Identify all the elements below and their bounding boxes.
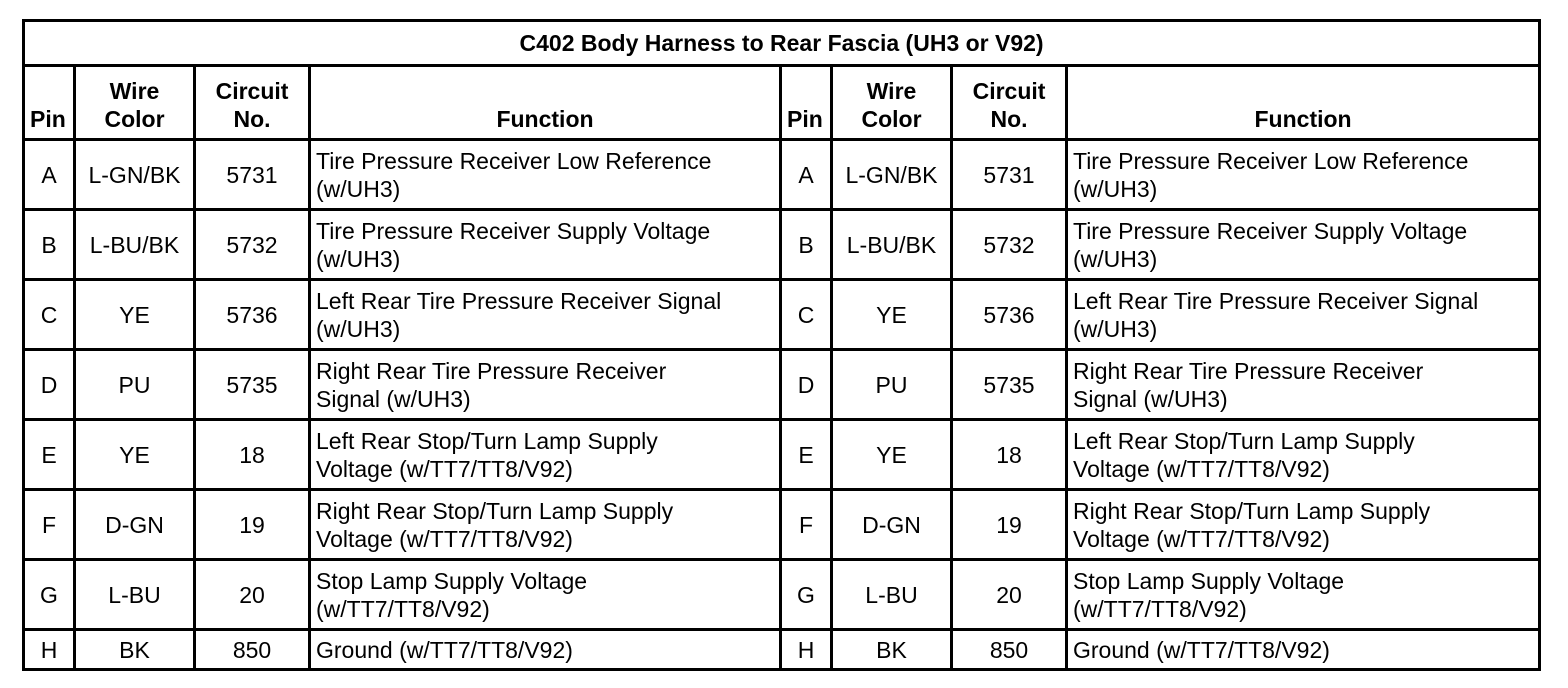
circuit-cell: 5735 xyxy=(952,350,1067,420)
circuit-cell: 5736 xyxy=(195,280,310,350)
function-line: Right Rear Stop/Turn Lamp Supply xyxy=(316,497,674,524)
function-line: Ground (w/TT7/TT8/V92) xyxy=(1073,636,1330,663)
wire-color-cell: L-GN/BK xyxy=(75,140,195,210)
function-line: Ground (w/TT7/TT8/V92) xyxy=(316,636,573,663)
table-title: C402 Body Harness to Rear Fascia (UH3 or V92) xyxy=(24,21,1540,66)
function-line: Left Rear Tire Pressure Receiver Signal xyxy=(1073,287,1479,314)
function-line: (w/UH3) xyxy=(1073,315,1158,342)
wire-color-cell: PU xyxy=(832,350,952,420)
function-line: Right Rear Tire Pressure Receiver xyxy=(316,357,667,384)
wire-color-cell: D-GN xyxy=(832,490,952,560)
function-cell xyxy=(1067,210,1540,280)
wire-color-cell: D-GN xyxy=(75,490,195,560)
header-pin: Pin xyxy=(781,66,832,140)
wire-color-cell: YE xyxy=(75,280,195,350)
wire-color-cell: PU xyxy=(75,350,195,420)
pin-cell: H xyxy=(781,630,832,670)
circuit-cell: 5731 xyxy=(195,140,310,210)
function-cell xyxy=(310,210,781,280)
pin-cell: E xyxy=(24,420,75,490)
pin-cell: C xyxy=(24,280,75,350)
function-cell xyxy=(1067,420,1540,490)
wire-color-cell: BK xyxy=(75,630,195,670)
pin-cell: A xyxy=(24,140,75,210)
header-row xyxy=(24,66,1540,140)
function-cell xyxy=(310,280,781,350)
wire-color-cell: YE xyxy=(832,420,952,490)
pin-cell: C xyxy=(781,280,832,350)
circuit-cell: 5731 xyxy=(952,140,1067,210)
function-cell xyxy=(1067,560,1540,630)
circuit-cell: 19 xyxy=(195,490,310,560)
wire-color-cell: L-BU xyxy=(832,560,952,630)
pin-cell: F xyxy=(24,490,75,560)
pin-cell: G xyxy=(24,560,75,630)
pin-cell: B xyxy=(781,210,832,280)
function-line: (w/UH3) xyxy=(1073,245,1158,272)
table-row xyxy=(24,210,1540,280)
function-line: Left Rear Tire Pressure Receiver Signal xyxy=(316,287,722,314)
function-cell xyxy=(1067,630,1540,670)
function-line: Tire Pressure Receiver Low Reference xyxy=(316,147,712,174)
circuit-cell: 850 xyxy=(195,630,310,670)
wire-color-cell: L-BU/BK xyxy=(75,210,195,280)
function-line: (w/TT7/TT8/V92) xyxy=(316,595,490,622)
function-cell xyxy=(310,140,781,210)
function-line: Signal (w/UH3) xyxy=(1073,385,1228,412)
wire-color-cell: L-GN/BK xyxy=(832,140,952,210)
header-pin: Pin xyxy=(24,66,75,140)
wire-color-cell: YE xyxy=(75,420,195,490)
header-wire-color: Wire Color xyxy=(832,66,952,140)
header-circuit-no: Circuit No. xyxy=(195,66,310,140)
table-row xyxy=(24,490,1540,560)
header-wire-color: Wire Color xyxy=(75,66,195,140)
header-function: Function xyxy=(310,66,781,140)
header-circuit-no: Circuit No. xyxy=(952,66,1067,140)
circuit-cell: 18 xyxy=(195,420,310,490)
function-cell xyxy=(1067,140,1540,210)
table-row xyxy=(24,280,1540,350)
table-row xyxy=(24,630,1540,670)
function-line: Stop Lamp Supply Voltage xyxy=(1073,567,1345,594)
circuit-cell: 5735 xyxy=(195,350,310,420)
function-cell xyxy=(310,630,781,670)
function-cell xyxy=(1067,280,1540,350)
function-line: Left Rear Stop/Turn Lamp Supply xyxy=(316,427,658,454)
pin-cell: E xyxy=(781,420,832,490)
pin-cell: H xyxy=(24,630,75,670)
function-line: Tire Pressure Receiver Low Reference xyxy=(1073,147,1469,174)
wire-color-cell: L-BU/BK xyxy=(832,210,952,280)
function-line: (w/UH3) xyxy=(316,315,401,342)
table-row xyxy=(24,140,1540,210)
function-line: Voltage (w/TT7/TT8/V92) xyxy=(316,455,573,482)
table-row xyxy=(24,350,1540,420)
function-line: Voltage (w/TT7/TT8/V92) xyxy=(1073,525,1330,552)
function-cell xyxy=(1067,490,1540,560)
circuit-cell: 850 xyxy=(952,630,1067,670)
function-line: Voltage (w/TT7/TT8/V92) xyxy=(316,525,573,552)
function-line: Right Rear Tire Pressure Receiver xyxy=(1073,357,1424,384)
function-line: (w/UH3) xyxy=(316,245,401,272)
function-line: (w/UH3) xyxy=(1073,175,1158,202)
pin-cell: D xyxy=(24,350,75,420)
pin-cell: B xyxy=(24,210,75,280)
wire-color-cell: L-BU xyxy=(75,560,195,630)
function-line: Voltage (w/TT7/TT8/V92) xyxy=(1073,455,1330,482)
function-cell xyxy=(310,350,781,420)
header-function: Function xyxy=(1067,66,1540,140)
function-line: Left Rear Stop/Turn Lamp Supply xyxy=(1073,427,1415,454)
connector-table xyxy=(22,19,1541,671)
function-line: (w/UH3) xyxy=(316,175,401,202)
function-line: (w/TT7/TT8/V92) xyxy=(1073,595,1247,622)
circuit-cell: 5732 xyxy=(195,210,310,280)
function-line: Tire Pressure Receiver Supply Voltage xyxy=(316,217,711,244)
circuit-cell: 5736 xyxy=(952,280,1067,350)
circuit-cell: 18 xyxy=(952,420,1067,490)
table-row xyxy=(24,560,1540,630)
function-line: Tire Pressure Receiver Supply Voltage xyxy=(1073,217,1468,244)
function-cell xyxy=(310,490,781,560)
function-line: Signal (w/UH3) xyxy=(316,385,471,412)
function-cell xyxy=(310,560,781,630)
pin-cell: D xyxy=(781,350,832,420)
circuit-cell: 19 xyxy=(952,490,1067,560)
circuit-cell: 5732 xyxy=(952,210,1067,280)
pin-cell: F xyxy=(781,490,832,560)
wire-color-cell: YE xyxy=(832,280,952,350)
function-cell xyxy=(310,420,781,490)
function-line: Stop Lamp Supply Voltage xyxy=(316,567,588,594)
pin-cell: A xyxy=(781,140,832,210)
function-cell xyxy=(1067,350,1540,420)
wire-color-cell: BK xyxy=(832,630,952,670)
pin-cell: G xyxy=(781,560,832,630)
circuit-cell: 20 xyxy=(195,560,310,630)
function-line: Right Rear Stop/Turn Lamp Supply xyxy=(1073,497,1431,524)
table-row xyxy=(24,420,1540,490)
circuit-cell: 20 xyxy=(952,560,1067,630)
